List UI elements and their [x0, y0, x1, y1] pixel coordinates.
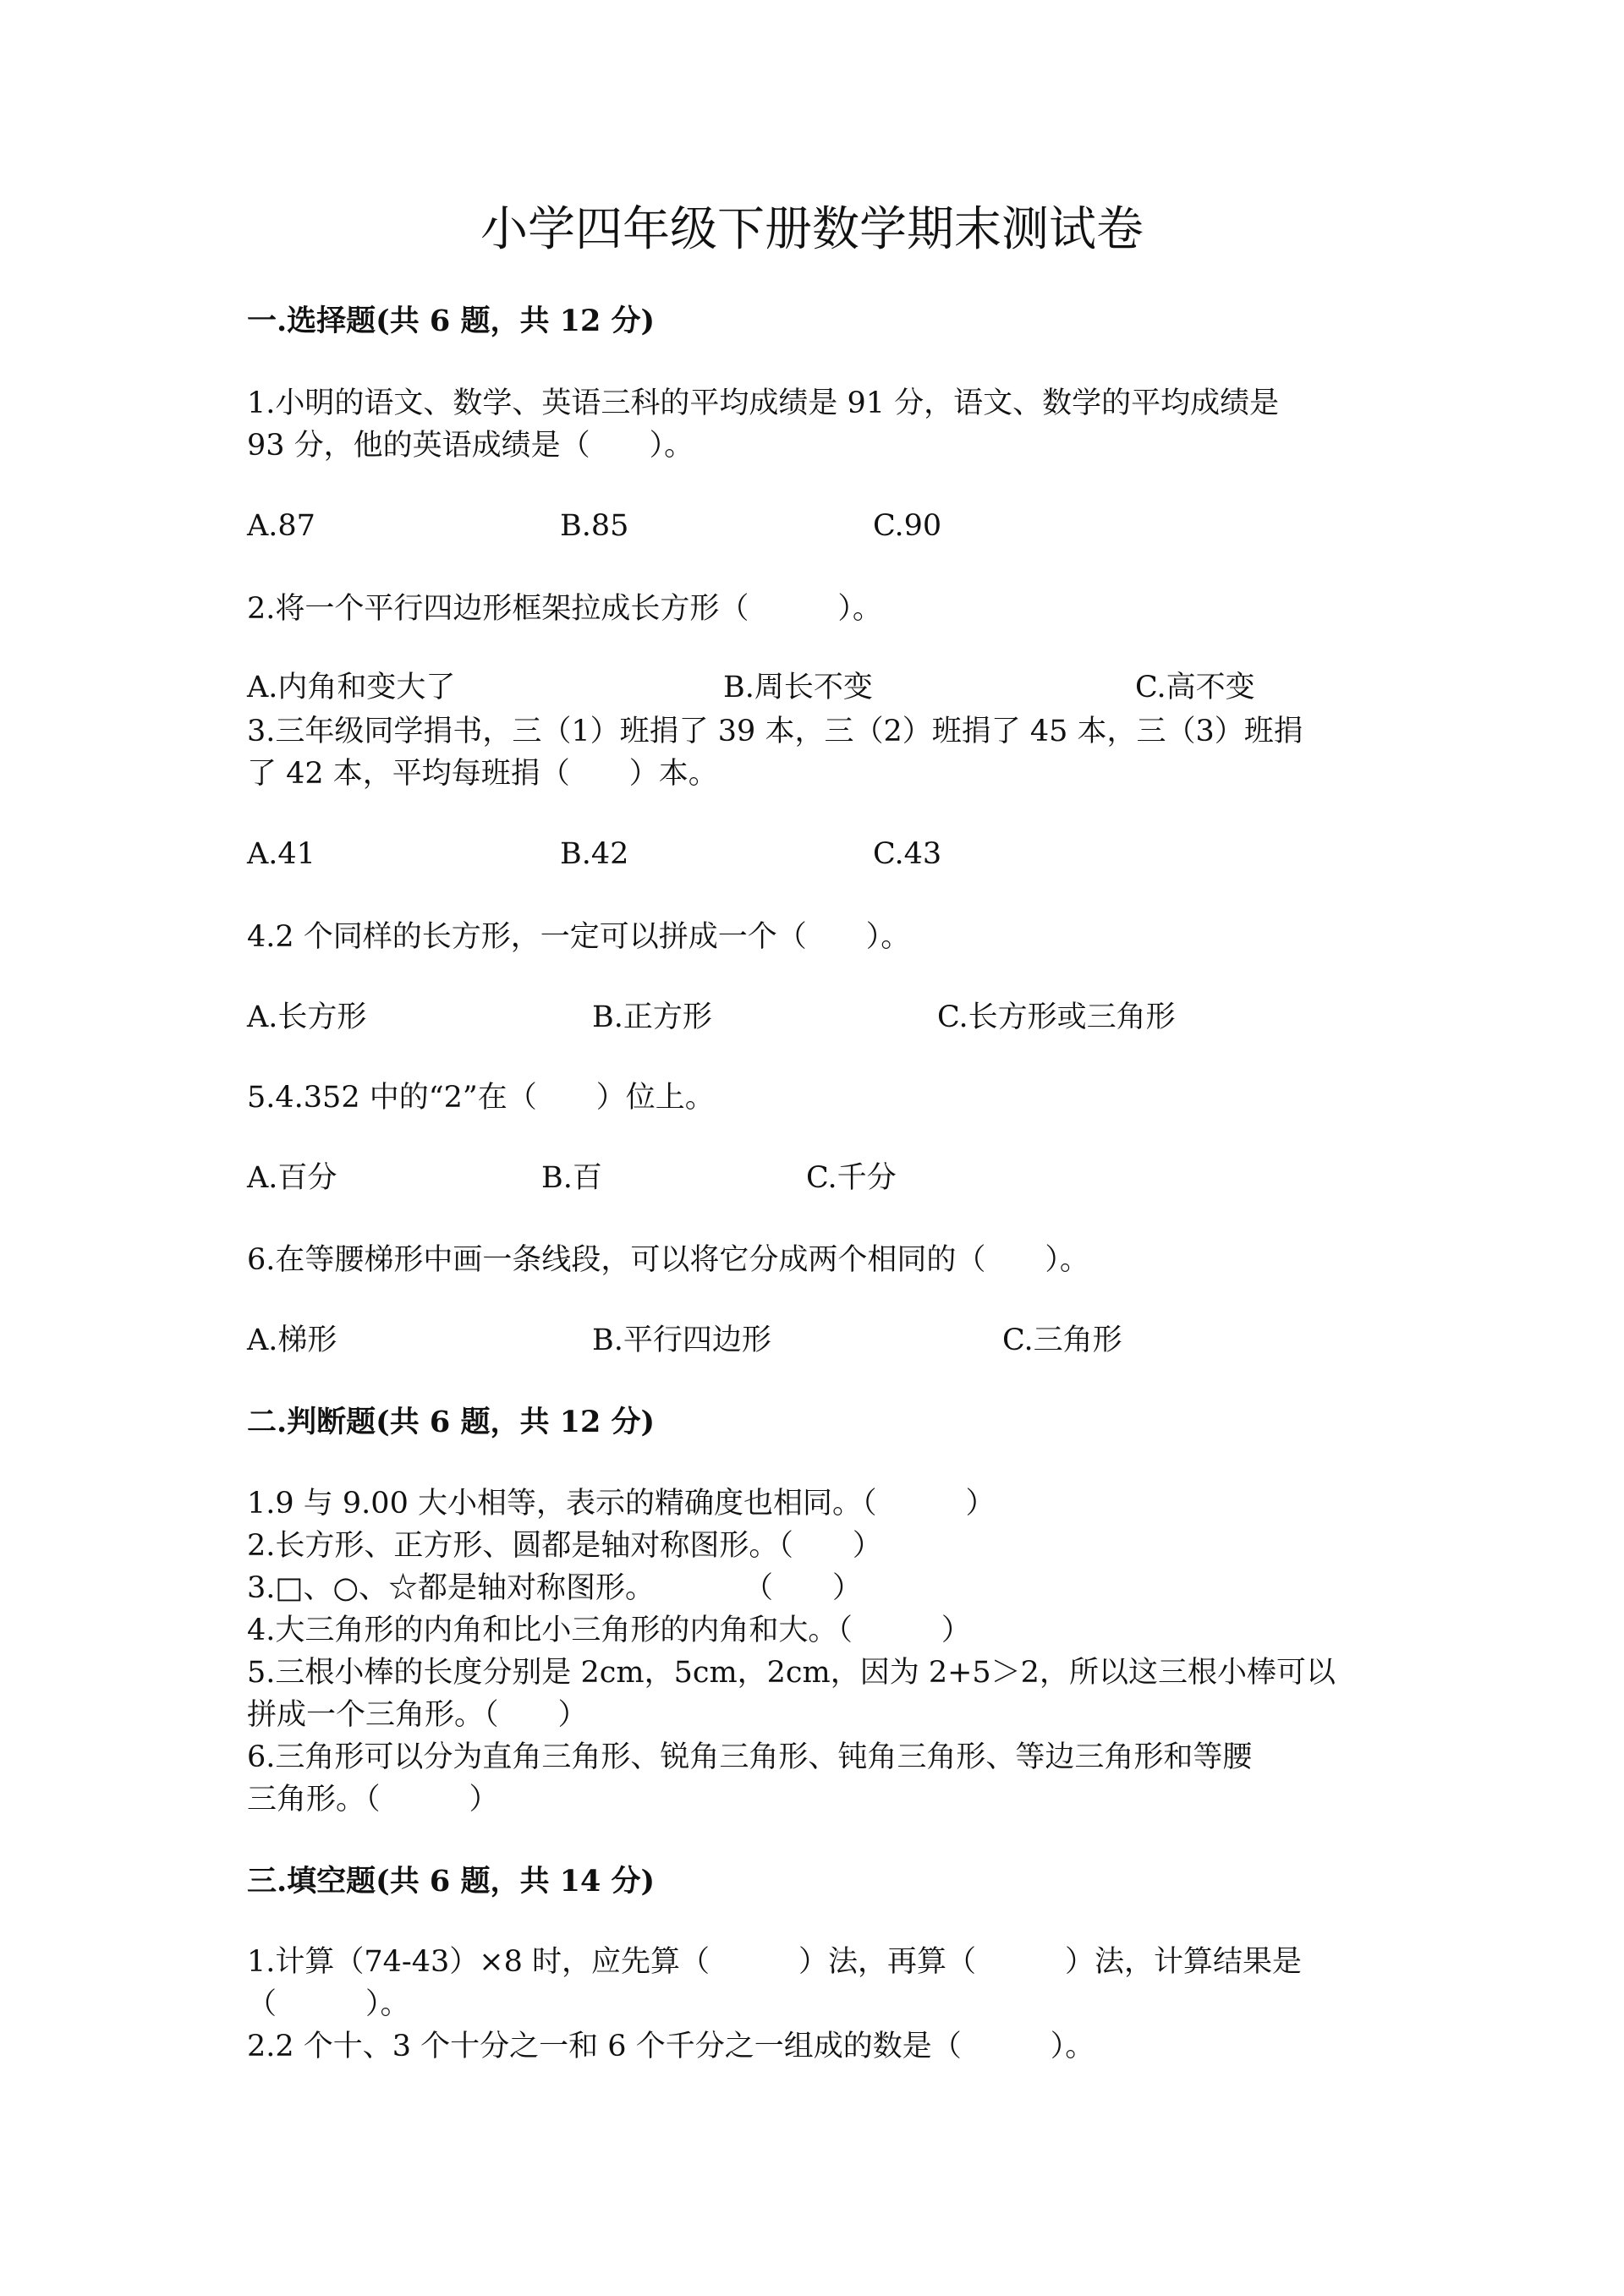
question-text: 2.长方形、正方形、圆都是轴对称图形。（ ）	[247, 1529, 882, 1563]
question-text: 3.□、○、☆都是轴对称图形。 （ ）	[247, 1571, 863, 1605]
option-a: A.百分	[247, 1161, 337, 1195]
question-text: 1.小明的语文、数学、英语三科的平均成绩是 91 分，语文、数学的平均成绩是	[247, 386, 1280, 420]
section-heading-judgment: 二.判断题(共 6 题，共 12 分)	[247, 1405, 656, 1439]
option-b: B.正方形	[592, 1000, 712, 1034]
option-b: B.百	[541, 1161, 602, 1195]
question-text: 3.三年级同学捐书，三（1）班捐了 39 本，三（2）班捐了 45 本，三（3）班捐	[247, 715, 1303, 748]
question-text: 6.三角形可以分为直角三角形、锐角三角形、钝角三角形、等边三角形和等腰	[247, 1740, 1253, 1774]
question-text: 4.2 个同样的长方形，一定可以拼成一个（ ）。	[247, 920, 911, 954]
question-text: 三角形。（ ）	[247, 1783, 499, 1817]
question-text: 4.大三角形的内角和比小三角形的内角和大。（ ）	[247, 1614, 971, 1647]
option-c: C.三角形	[1002, 1323, 1122, 1357]
option-b: B.周长不变	[723, 671, 873, 704]
option-a: A.长方形	[247, 1000, 367, 1034]
section-heading-choice: 一.选择题(共 6 题，共 12 分)	[247, 304, 656, 338]
option-b: B.平行四边形	[592, 1323, 771, 1357]
option-c: C.长方形或三角形	[937, 1000, 1176, 1034]
option-a: A.梯形	[247, 1323, 337, 1357]
question-text: 5.4.352 中的“2”在（ ）位上。	[247, 1081, 715, 1115]
option-a: A.内角和变大了	[247, 671, 456, 704]
option-b: B.42	[560, 837, 629, 871]
question-text: 1.9 与 9.00 大小相等，表示的精确度也相同。（ ）	[247, 1487, 996, 1521]
question-text: 2.将一个平行四边形框架拉成长方形（ ）。	[247, 592, 882, 626]
question-text: 了 42 本，平均每班捐（ ）本。	[247, 757, 718, 791]
question-text: 5.三根小棒的长度分别是 2cm，5cm，2cm，因为 2+5＞2，所以这三根小棒可以	[247, 1656, 1336, 1690]
option-c: C.高不变	[1135, 671, 1255, 704]
question-text: 6.在等腰梯形中画一条线段，可以将它分成两个相同的（ ）。	[247, 1243, 1089, 1277]
option-c: C.千分	[806, 1161, 897, 1195]
option-a: A.87	[247, 509, 315, 543]
question-text: 拼成一个三角形。（ ）	[247, 1698, 588, 1732]
question-text: 93 分，他的英语成绩是（ ）。	[247, 429, 694, 463]
option-a: A.41	[247, 837, 315, 871]
option-c: C.43	[873, 837, 942, 871]
question-text: （ ）。	[247, 1987, 410, 2021]
option-c: C.90	[873, 509, 942, 543]
section-heading-fill-blank: 三.填空题(共 6 题，共 14 分)	[247, 1864, 656, 1899]
question-text: 1.计算（74-43）×8 时，应先算（ ）法，再算（ ）法，计算结果是	[247, 1945, 1303, 1979]
page-title: 小学四年级下册数学期末测试卷	[480, 202, 1144, 257]
question-text: 2.2 个十、3 个十分之一和 6 个千分之一组成的数是（ ）。	[247, 2030, 1095, 2063]
option-b: B.85	[560, 509, 629, 543]
